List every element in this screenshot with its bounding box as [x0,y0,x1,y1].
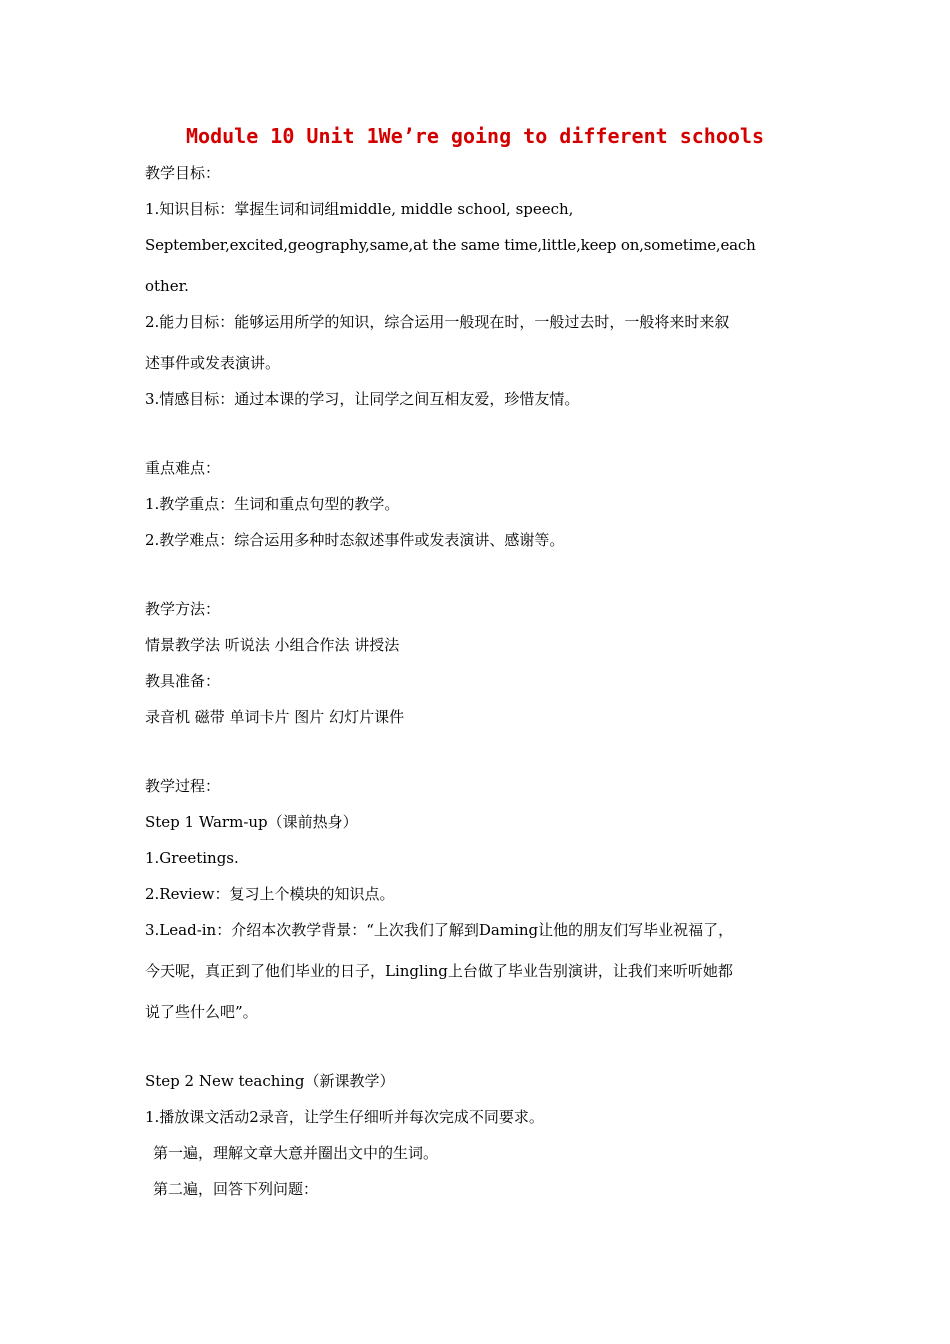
objective-knowledge-cont: September,excited,geography,same,at the same time,little,keep on,sometime,each [145,236,756,254]
objective-ability-cont: 述事件或发表演讲。 [145,354,281,372]
objective-knowledge: 1.知识目标：掌握生词和词组middle, middle school, speech, [145,200,574,218]
objective-knowledge-end: other. [145,277,189,295]
objective-emotion: 3.情感目标：通过本课的学习，让同学之间互相友爱，珍惜友情。 [145,390,580,408]
step-2-item-1: 1.播放课文活动2录音，让学生仔细听并每次完成不同要求。 [145,1108,544,1126]
key-point-1: 1.教学重点：生词和重点句型的教学。 [145,495,400,513]
step-1-item-2: 2.Review：复习上个模块的知识点。 [145,885,395,903]
section-heading-key-points: 重点难点： [145,459,221,477]
materials-list: 录音机 磁带 单词卡片 图片 幻灯片课件 [145,708,405,726]
step-2-heading: Step 2 New teaching（新课教学） [145,1072,395,1090]
step-1-item-3-end: 说了些什么吧”。 [145,1003,258,1021]
document-title: Module 10 Unit 1We’re going to different schools [186,124,764,148]
step-1-item-1: 1.Greetings. [145,849,239,867]
section-heading-objectives: 教学目标： [145,164,221,182]
step-1-heading: Step 1 Warm-up（课前热身） [145,813,358,831]
step-1-item-3: 3.Lead-in：介绍本次教学背景：“上次我们了解到Daming让他的朋友们写毕业祝福了， [145,921,734,939]
objective-ability: 2.能力目标：能够运用所学的知识，综合运用一般现在时，一般过去时，一般将来时来叙 [145,313,730,331]
section-heading-methods: 教学方法： [145,600,221,618]
section-heading-materials: 教具准备： [145,672,221,690]
key-point-2: 2.教学难点：综合运用多种时态叙述事件或发表演讲、感谢等。 [145,531,565,549]
step-2-first-listen: 第一遍，理解文章大意并圈出文中的生词。 [153,1144,439,1162]
step-2-second-listen: 第二遍，回答下列问题： [153,1180,319,1198]
step-1-item-3-cont: 今天呢，真正到了他们毕业的日子，Lingling上台做了毕业告别演讲，让我们来听听她都 [145,962,733,980]
methods-list: 情景教学法 听说法 小组合作法 讲授法 [145,636,400,654]
section-heading-process: 教学过程： [145,777,221,795]
